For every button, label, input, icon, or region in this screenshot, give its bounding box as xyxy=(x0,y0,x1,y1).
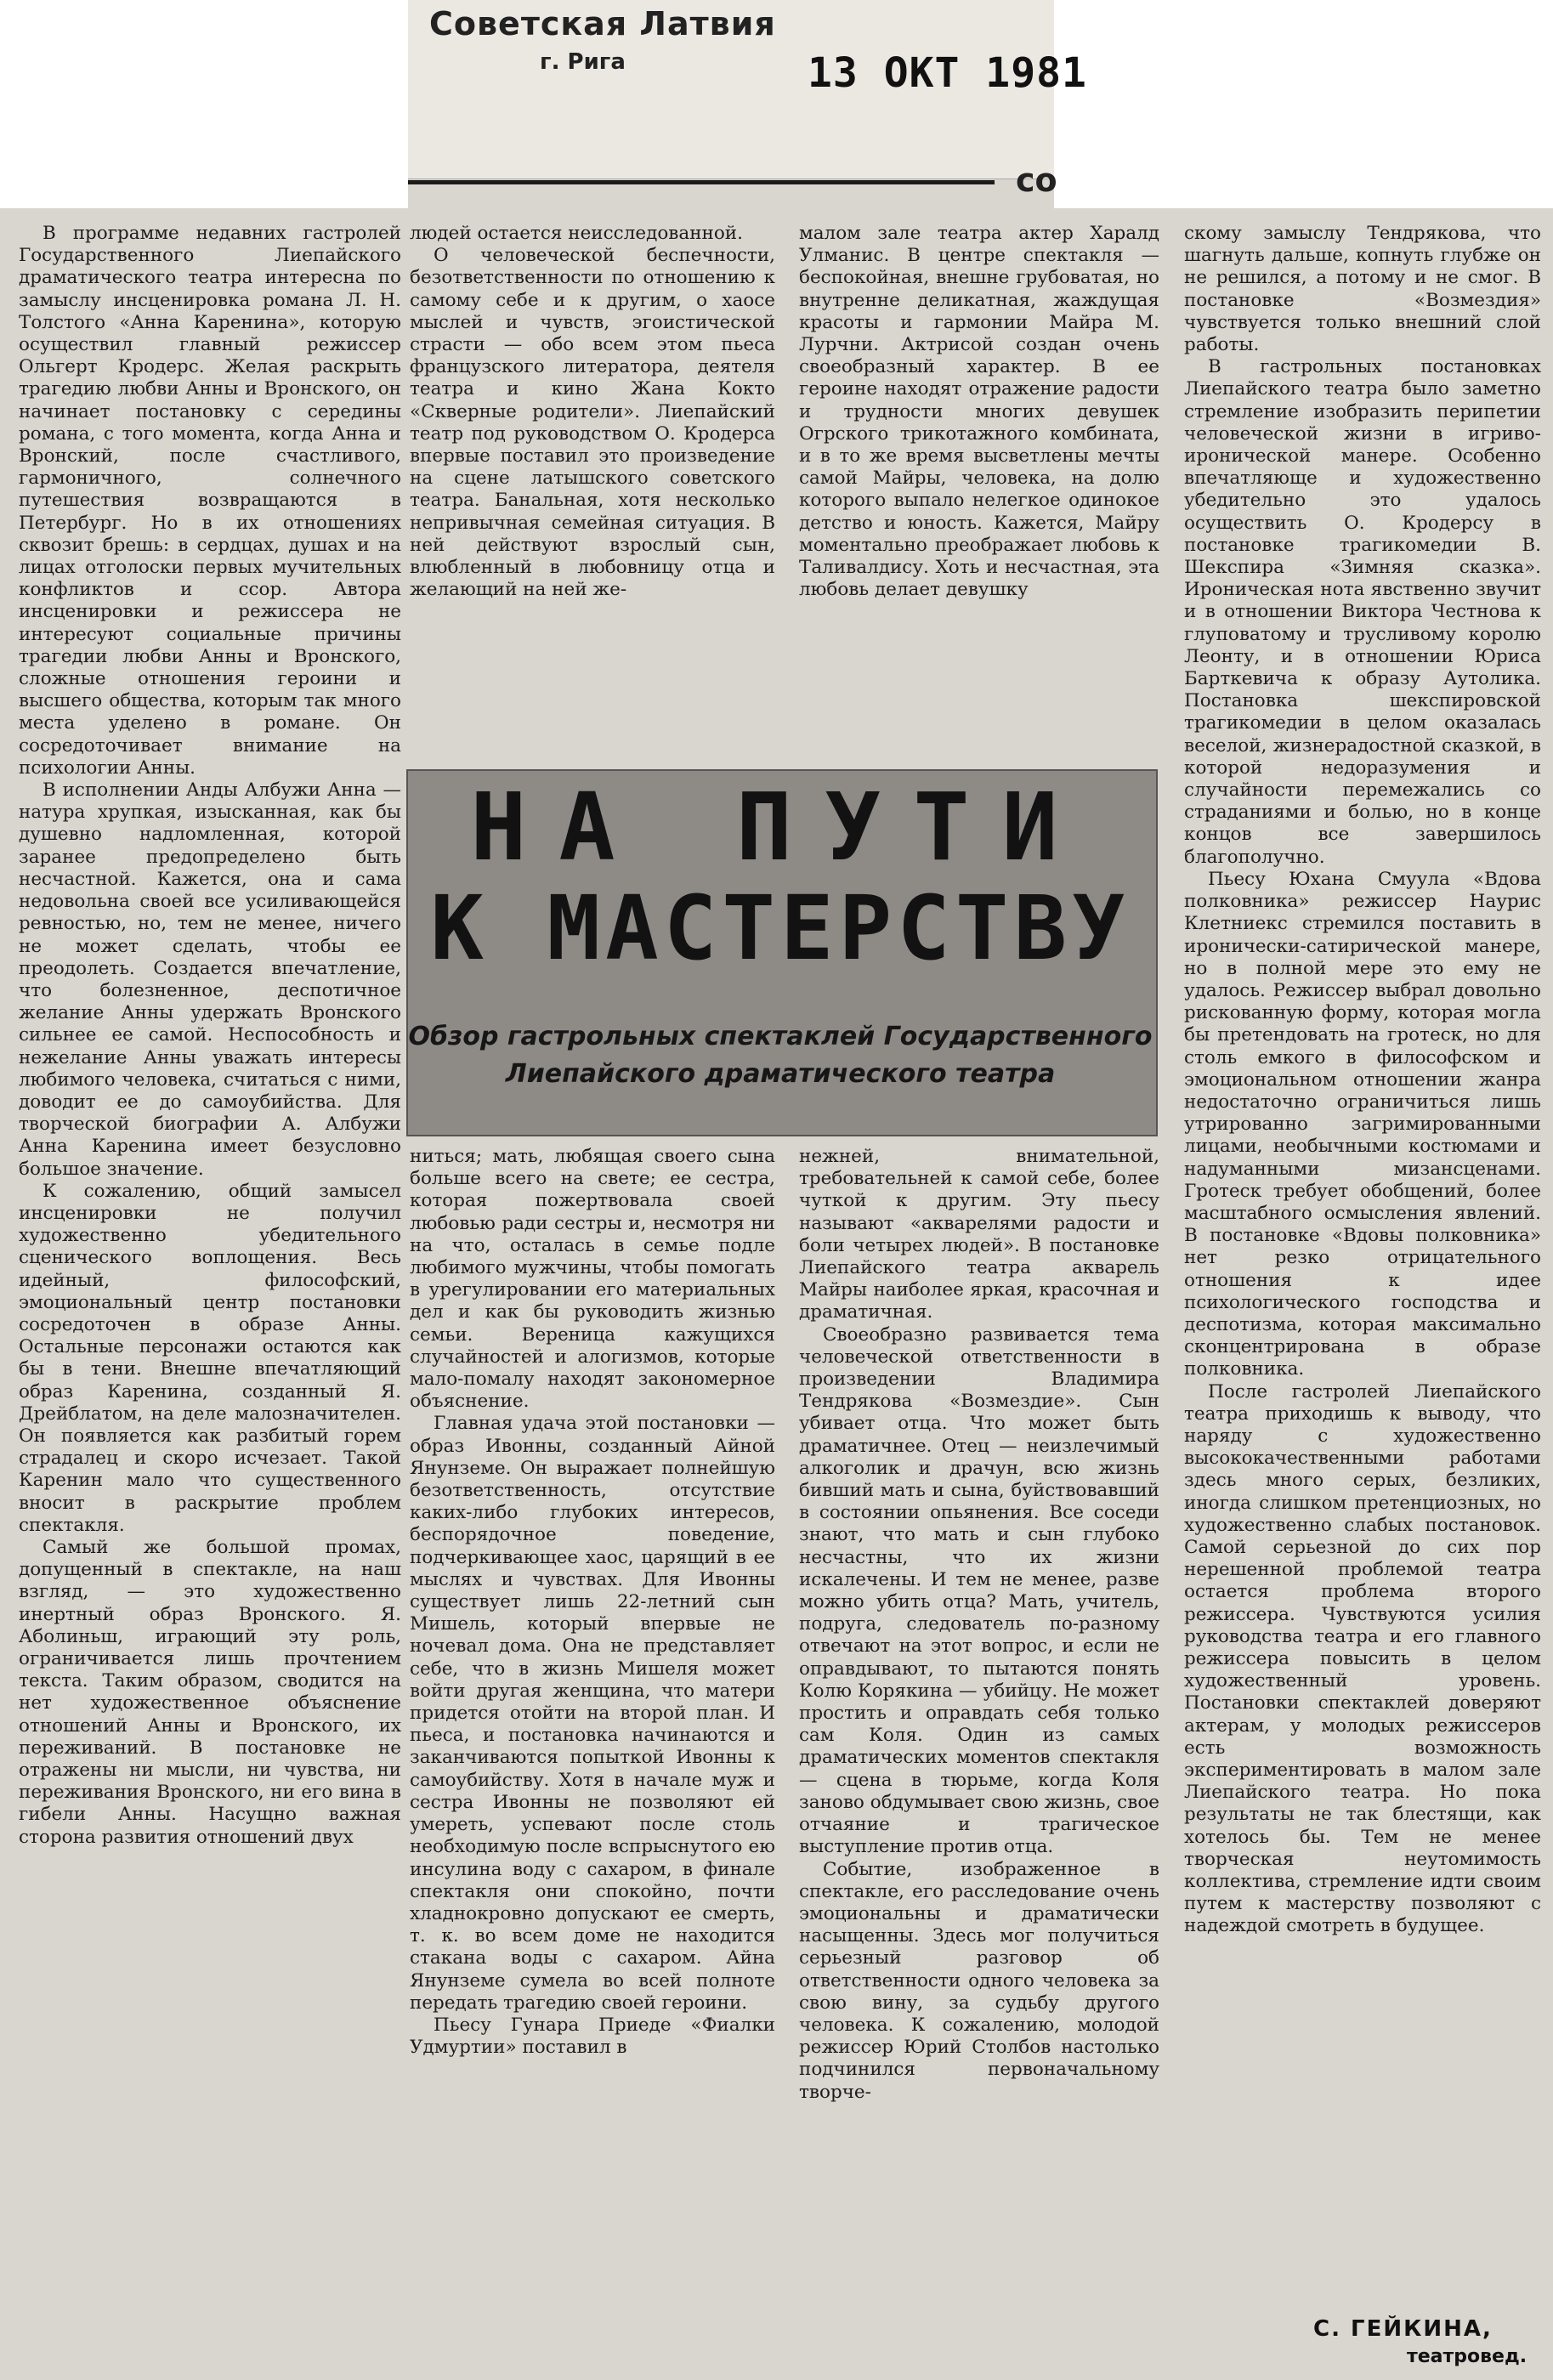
newspaper-city: г. Рига xyxy=(540,49,626,75)
masthead-rule xyxy=(408,180,995,184)
date-stamp: 13 ОКТ 1981 xyxy=(808,49,1087,97)
newspaper-name: Советская Латвия xyxy=(429,5,776,42)
paragraph: В гастрольных постановках Лиепайского театра было заметно стремление изобразить перипетии человеческой жизни в игриво-иронической манере. Особенно впечатляюще и художественно убедительно это удалось осуществить О. Кродерсу в постановке трагикомедии В. Шекспира «Зимняя сказка». Ироническая нота явственно звучит и в отношении Виктора Честнова к глуповатому и трусливому королю Леонту, и в отношении Юриса Барткевича к образу Аутолика. Постановка шекспировской трагикомедии в целом оказалась веселой, жизнерадостной сказкой, в которой недоразумения и случайности перемежались со страданиями и болью, но в конце концов все завершилось благополучно. xyxy=(1184,356,1541,868)
masthead-rule-tail: со xyxy=(1016,162,1057,199)
article-column-4 xyxy=(1184,223,1541,2314)
article-column-1 xyxy=(19,223,401,2373)
author-signature: С. ГЕЙКИНА, xyxy=(1313,2316,1493,2342)
paragraph: Своеобразно развивается тема человеческой ответственности в произведении Владимира Тендрякова «Возмездие». Сын убивает отца. Что может быть драматичнее. Отец — неизлечимый алкоголик и драчун, всю жизнь бивший мать и сына, буйствовавший в состоянии опьянения. Все соседи знают, что мать и сын глубоко несчастны, что их жизни искалечены. И тем не менее, разве можно убить отца? Мать, учитель, подруга, следователь по-разному отвечают на этот вопрос, и если не оправдывают, то пытаются понять Колю Корякина — убийцу. Не может простить и оправдать себя только сам Коля. Один из самых драматических моментов спектакля — сцена в тюрьме, когда Коля заново обдумывает свою жизнь, свое отчаяние и трагическое выступление против отца. xyxy=(799,1323,1159,1858)
paragraph: К сожалению, общий замысел инсценировки не получил художественно убедительного сценического воплощения. Весь идейный, философский, эмоциональный центр постановки сосредоточен в образе Анны. Остальные персонажи остаются как бы в тени. Внешне впечатляющий образ Каренина, созданный Я. Дрейблатом, на деле малозначителен. Он появляется как разбитый горем страдалец и скоро исчезает. Такой Каренин мало что существенного вносит в раскрытие проблем спектакля. xyxy=(19,1180,401,1536)
paragraph: О человеческой беспечности, безответственности по отношению к самому себе и к другим, о хаосе мыслей и чувств, эгоистической страсти — обо всем этом пьеса французского литератора, деятеля театра и кино Жана Кокто «Скверные родители». Лиепайский театр под руководством О. Кродерса впервые поставил это произведение на сцене латышского советского театра. Банальная, хотя несколько непривычная семейная ситуация. В ней действуют взрослый сын, влюбленный в любовницу отца и желающий на ней же- xyxy=(410,245,775,601)
paragraph: Пьесу Гунара Приеде «Фиалки Удмуртии» поставил в xyxy=(410,2014,775,2059)
article-subtitle: Обзор гастрольных спектаклей Государственного Лиепайского драматического театра xyxy=(408,1022,1153,1089)
paragraph: людей остается неисследованной. xyxy=(410,223,743,244)
blank-margin xyxy=(0,0,408,208)
paragraph: малом зале театра актер Харалд Улманис. В центре спектакля — беспокойная, внешне грубоватая, но внутренне деликатная, жаждущая красоты и гармонии Майра М. Лурчни. Актрисой создан очень своеобразный характер. В ее героине находят отражение радости и трудности многих девушек Огрского трикотажного комбината, и в то же время высветлены мечты самой Майры, человека, на долю которого выпало нелегкое одинокое детство и юность. Кажется, Майру моментально преображает любовь к Таливалдису. Хоть и несчастная, эта любовь делает девушку xyxy=(799,223,1159,601)
paragraph: Событие, изображенное в спектакле, его расследование очень эмоциональны и драматически насыщенны. Здесь мог получиться серьезный разговор об ответственности одного человека за свою вину, за судьбу другого человека. К сожалению, молодой режиссер Юрий Столбов настолько подчинился первоначальному творче- xyxy=(799,1858,1159,2103)
author-role: театровед. xyxy=(1407,2346,1527,2367)
article-column-2-bottom xyxy=(410,1146,775,2374)
paragraph: ниться; мать, любящая своего сына больше всего на свете; ее сестра, которая пожертвовала своей любовью ради сестры и, несмотря ни на что, осталась в семье подле любимого мужчины, чтобы помогать в урегулировании его материальных дел и как бы руководить жизнью семьи. Вереница кажущихся случайностей и алогизмов, которые мало-помалу находят закономерное объяснение. xyxy=(410,1146,775,1413)
article-title-line-2: К МАСТЕРСТВУ xyxy=(430,876,1131,980)
paragraph: После гастролей Лиепайского театра приходишь к выводу, что наряду с художественно высококачественными работами здесь много серых, безликих, иногда слишком претенциозных, но художественно слабых постановок. Самой серьезной до сих пор нерешенной проблемой театра остается проблема второго режиссера. Чувствуются усилия руководства театра и его главного режиссера повысить в целом художественный уровень. Постановки спектаклей доверяют актерам, у молодых режиссеров есть возможность экспериментировать в малом зале Лиепайского театра. Но пока результаты не так блестящи, как хотелось бы. Тем не менее творческая неутомимость коллектива, стремление идти своим путем к мастерству позволяют с надеждой смотреть в будущее. xyxy=(1184,1380,1541,1937)
paragraph: скому замыслу Тендрякова, что шагнуть дальше, копнуть глубже он не решился, а потому и не смог. В постановке «Возмездия» чувствуется только внешний слой работы. xyxy=(1184,223,1541,356)
paragraph: Самый же большой промах, допущенный в спектакле, на наш взгляд, — это художественно инертный образ Вронского. Я. Аболиньш, играющий эту роль, ограничивается лишь прочтением текста. Таким образом, сводится на нет художественное объяснение отношений Анны и Вронского, их переживаний. В постановке не отражены ни мысли, ни чувства, ни переживания Вронского, ни его вина в гибели Анны. Насущно важная сторона развития отношений двух xyxy=(19,1536,401,1848)
article-title-line-1: НА ПУТИ xyxy=(470,773,1091,881)
article-column-3-top xyxy=(799,223,1159,733)
paragraph: Главная удача этой постановки — образ Ивонны, созданный Айной Янунземе. Он выражает полнейшую безответственность, отсутствие каких-либо глубоких интересов, беспорядочное поведение, подчеркивающее хаос, царящий в ее мыслях и чувствах. Для Ивонны существует лишь 22-летний сын Мишель, который впервые не ночевал дома. Она не представляет себе, что в жизнь Мишеля может войти другая женщина, что матери придется отойти на второй план. И пьеса, и постановка начинаются и заканчиваются попыткой Ивонны к самоубийству. Хотя в начале муж и сестра Ивонны не позволяют ей умереть, успевают после столь необходимую после вспрыснутого ею инсулина воду с сахаром, в финале спектакля они спокойно, почти хладнокровно допускают ее смерть, т. к. во всем доме не находится стакана воды с сахаром. Айна Янунземе сумела во всей полноте передать трагедию своей героини. xyxy=(410,1413,775,2014)
article-title xyxy=(406,773,1154,980)
paragraph: нежней, внимательной, требовательней к самой себе, более чуткой к другим. Эту пьесу называют «акварелями радости и боли четырех людей». В постановке Лиепайского театра акварель Майры наиболее яркая, красочная и драматичная. xyxy=(799,1146,1159,1323)
article-column-3-bottom xyxy=(799,1146,1159,2374)
blank-margin xyxy=(1054,0,1553,208)
article-column-2-top xyxy=(410,223,775,733)
paragraph: В программе недавних гастролей Государственного Лиепайского драматического театра интересна по замыслу инсценировка романа Л. Н. Толстого «Анна Каренина», которую осуществил главный режиссер Ольгерт Кродерс. Желая раскрыть трагедию любви Анны и Вронского, он начинает постановку с середины романа, с того момента, когда Анна и Вронский, после счастливого, гармоничного, солнечного путешествия возвращаются в Петербург. Но в их отношениях сквозит брешь: в сердцах, душах и на лицах отголоски первых мучительных конфликтов и ссор. Автора инсценировки и режиссера не интересуют социальные причины трагедии любви Анны и Вронского, сложные отношения героини и высшего общества, которым так много места уделено в романе. Он сосредоточивает внимание на психологии Анны. xyxy=(19,223,401,779)
paragraph: Пьесу Юхана Смуула «Вдова полковника» режиссер Наурис Клетниекс стремился поставить в иронически-сатирической манере, но в полной мере это ему не удалось. Режиссер выбрал довольно рискованную форму, которая могла бы претендовать на гротеск, но для столь емкого в философском и эмоциональном отношении жанра недостаточно ограничиться лишь утрированно загримированными лицами, необычными костюмами и надуманными мизансценами. Гротеск требует обобщений, более масштабного осмысления явлений. В постановке «Вдовы полковника» нет резко отрицательного отношения к идее психологического господства и деспотизма, которая максимально сконцентрирована в образе полковника. xyxy=(1184,868,1541,1380)
paragraph: В исполнении Анды Албужи Анна — натура хрупкая, изысканная, как бы душевно надломленная, которой заранее предопределено быть несчастной. Кажется, она и сама недовольна своей все усиливающейся ревностью, но, тем не менее, ничего не может сделать, чтобы ее преодолеть. Создается впечатление, что болезненное, деспотичное желание Анны удержать Вронского сильнее ее самой. Неспособность и нежелание Анны уважать интересы любимого человека, считаться с ними, доводит ее до самоубийства. Для творческой биографии А. Албужи Анна Каренина имеет безусловно большое значение. xyxy=(19,779,401,1180)
